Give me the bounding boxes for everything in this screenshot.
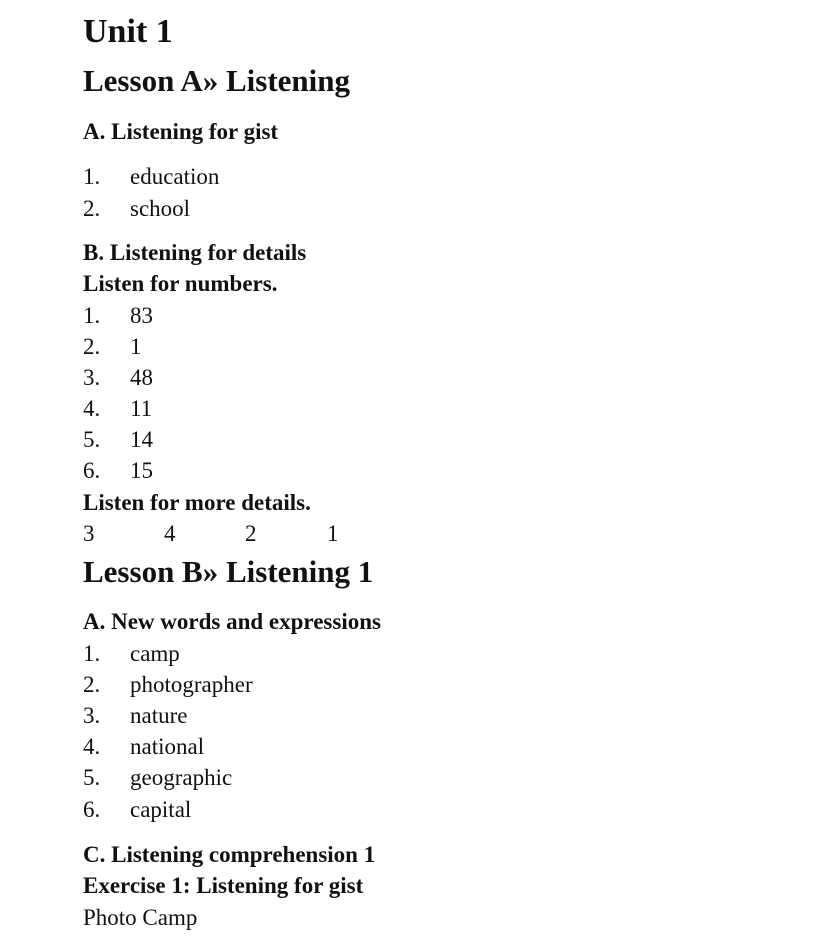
more-details-heading: Listen for more details. [83,490,311,515]
more-details-answer: 4 [164,521,176,546]
more-details-answer: 2 [245,521,257,546]
lesson-b-title: Lesson B» Listening 1 [83,554,374,589]
exercise-heading: Exercise 1: Listening for gist [83,873,364,898]
item-answer: capital [130,797,192,822]
item-number: 2. [83,334,101,359]
exercise-answer: Photo Camp [83,905,198,930]
item-answer: 14 [130,427,153,452]
item-answer: 48 [130,365,153,390]
item-number: 4. [83,396,101,421]
gist-heading: A. Listening for gist [83,119,279,144]
item-answer: 15 [130,458,153,483]
item-number: 3. [83,703,101,728]
item-number: 2. [83,672,101,697]
item-answer: 83 [130,303,153,328]
item-answer: geographic [130,765,233,790]
item-number: 5. [83,765,101,790]
unit-title: Unit 1 [83,13,173,50]
item-number: 6. [83,797,101,822]
comprehension-heading: C. Listening comprehension 1 [83,842,376,867]
numbers-heading: Listen for numbers. [83,271,278,296]
details-heading: B. Listening for details [83,240,307,265]
item-answer: education [130,164,220,189]
item-answer: 1 [130,334,142,359]
more-details-answer: 1 [327,521,339,546]
item-number: 6. [83,458,101,483]
more-details-answer: 3 [83,521,95,546]
item-answer: nature [130,703,188,728]
item-number: 4. [83,734,101,759]
new-words-heading: A. New words and expressions [83,609,381,634]
item-answer: national [130,734,205,759]
item-number: 3. [83,365,101,390]
lesson-a-title: Lesson A» Listening [83,63,351,98]
item-answer: 11 [130,396,153,421]
item-answer: school [130,196,191,221]
item-number: 5. [83,427,101,452]
item-number: 1. [83,641,101,666]
item-number: 1. [83,303,101,328]
item-answer: photographer [130,672,253,697]
item-number: 2. [83,196,101,221]
item-number: 1. [83,164,101,189]
item-answer: camp [130,641,180,666]
